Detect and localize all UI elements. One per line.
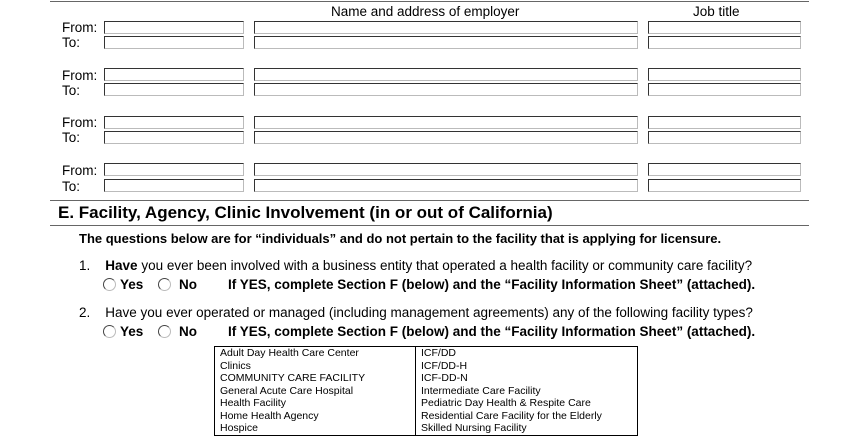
q1-yes-radio[interactable]: [103, 278, 116, 291]
table-row: [215, 347, 638, 436]
job-title-field[interactable]: [648, 68, 801, 81]
q1-no-label: No: [179, 277, 197, 292]
q2-yes-label: Yes: [120, 324, 144, 339]
from-label: From:: [62, 163, 98, 178]
to-date-field[interactable]: [104, 179, 244, 192]
question-1: [79, 258, 752, 273]
employer-name-address-field[interactable]: [254, 68, 638, 81]
question-text: you ever been involved with a business entity that operated a health facility or community care facility?: [137, 258, 753, 273]
section-divider: [50, 200, 809, 201]
job-title-field[interactable]: [648, 116, 801, 129]
employer-name-address-field[interactable]: [254, 21, 638, 34]
facility-types-table: [214, 346, 638, 436]
from-label: From:: [62, 115, 98, 130]
employer-name-address-field-line2[interactable]: [254, 179, 638, 192]
to-label: To:: [62, 130, 81, 145]
section-e-title: E. Facility, Agency, Clinic Involvement (in or out of California): [58, 203, 553, 222]
job-title-field[interactable]: [648, 163, 801, 176]
to-label: To:: [62, 179, 81, 194]
question-number: 1.: [79, 258, 91, 273]
job-title-column-header: Job title: [693, 4, 740, 19]
job-title-field-line2[interactable]: [648, 179, 801, 192]
to-date-field[interactable]: [104, 36, 244, 49]
question-lead: Have: [105, 258, 138, 273]
question-text: Have you ever operated or managed (including management agreements) any of the following facility types?: [105, 305, 753, 320]
q1-yes-label: Yes: [120, 277, 144, 292]
top-rule: [50, 1, 809, 2]
section-title-underline: [50, 225, 809, 226]
q2-no-radio[interactable]: [158, 325, 171, 338]
employer-name-address-field-line2[interactable]: [254, 83, 638, 96]
job-title-field-line2[interactable]: [648, 131, 801, 144]
from-date-field[interactable]: [104, 163, 244, 176]
employer-name-address-field-line2[interactable]: [254, 131, 638, 144]
job-title-field-line2[interactable]: [648, 36, 801, 49]
from-date-field[interactable]: [104, 116, 244, 129]
facility-types-right: ICF/DD ICF/DD-H ICF-DD-N Intermediate Care Facility Pediatric Day Health & Respite Care Residential Care Facility for the Elderly Skilled Nursing Facility: [416, 347, 638, 436]
employer-name-address-field-line2[interactable]: [254, 36, 638, 49]
from-date-field[interactable]: [104, 21, 244, 34]
to-label: To:: [62, 83, 81, 98]
q1-yes-note: If YES, complete Section F (below) and the “Facility Information Sheet” (attached).: [228, 277, 756, 292]
from-date-field[interactable]: [104, 68, 244, 81]
employer-name-address-field[interactable]: [254, 116, 638, 129]
q2-no-label: No: [179, 324, 197, 339]
question-number: 2.: [79, 305, 91, 320]
to-date-field[interactable]: [104, 83, 244, 96]
q2-yes-note: If YES, complete Section F (below) and the “Facility Information Sheet” (attached).: [228, 324, 756, 339]
section-e-intro: The questions below are for “individuals” and do not pertain to the facility that is applying for licensure.: [79, 231, 722, 246]
q1-no-radio[interactable]: [158, 278, 171, 291]
job-title-field[interactable]: [648, 21, 801, 34]
to-label: To:: [62, 35, 81, 50]
from-label: From:: [62, 68, 98, 83]
question-2: [79, 305, 753, 320]
employer-name-address-field[interactable]: [254, 163, 638, 176]
to-date-field[interactable]: [104, 131, 244, 144]
q2-yes-radio[interactable]: [103, 325, 116, 338]
job-title-field-line2[interactable]: [648, 83, 801, 96]
from-label: From:: [62, 20, 98, 35]
facility-types-left: Adult Day Health Care Center Clinics COMMUNITY CARE FACILITY General Acute Care Hospital Health Facility Home Health Agency Hospice: [215, 347, 416, 436]
employer-column-header: Name and address of employer: [331, 4, 520, 19]
